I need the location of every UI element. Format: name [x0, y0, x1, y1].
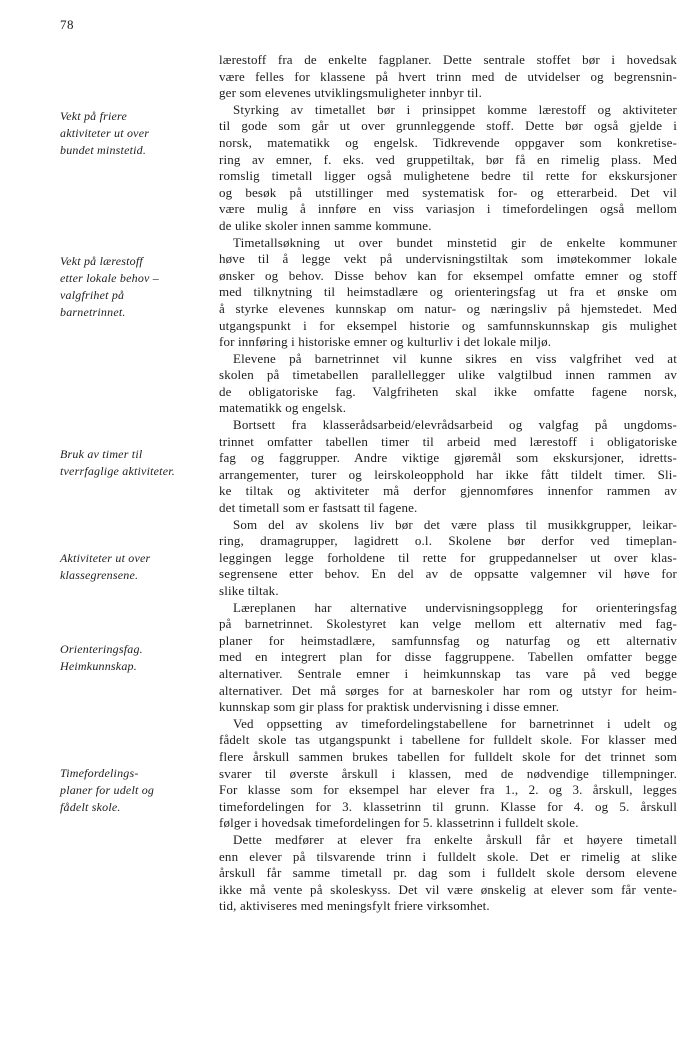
text-line: ring, dramagrupper, lagidrett o.l. Skolene bør derfor ved timeplan-	[219, 533, 677, 549]
paragraph	[219, 351, 677, 417]
text-line: til gode som går ut over grunnleggende stoff. Dette bør også gjelde i	[219, 118, 677, 134]
text-line: for innføring i historiske emner og kulturliv i det lokale miljø.	[219, 334, 552, 350]
text-line: tid, aktiviseres med meningsfylt friere virksomhet.	[219, 898, 490, 914]
margin-note-line: bundet minstetid.	[60, 143, 147, 157]
text-line: Bortsett fra klasserådsarbeid/elevrådsarbeid og valgfag på ungdoms-	[233, 417, 677, 433]
text-line: de obligatoriske fag. Valgfriheten skal ikke omfatte fagene norsk,	[219, 383, 677, 399]
text-line: planer for heimstadlære, samfunnsfag og naturfag og ett alternativ	[219, 632, 677, 648]
margin-note-line: tverrfaglige aktiviteter.	[60, 464, 175, 478]
text-line: alternativer. Det må sørges for at barneskoler har rom og utstyr for heim-	[219, 682, 677, 698]
paragraph	[219, 52, 677, 102]
text-line: ger som elevenes utviklingsmuligheter innbyr til.	[219, 85, 482, 101]
paragraph	[219, 235, 677, 351]
margin-note-line: fådelt skole.	[60, 800, 121, 814]
margin-note-vekt-laerestoff	[60, 253, 210, 321]
text-line: flere årskull sammen brukes tabellen for fulldelt skole for det trinnet som	[219, 748, 677, 764]
margin-note-line: Timefordelings-	[60, 766, 139, 780]
margin-note-line: planer for udelt og	[60, 783, 155, 797]
text-line: svarer til øverste årskull i klassen, med de nødvendige tillempninger.	[219, 765, 677, 781]
text-line: og besøk på utstillinger med systematisk for- og etterarbeid. Det vil	[219, 184, 677, 200]
text-line: med tilknytning til heimstadlære og orienteringsfag ut fra et ønske om	[219, 284, 677, 300]
margin-note-line: Vekt på lærestoff	[60, 254, 143, 268]
text-line: høve til å legge vekt på undervisningstiltak som imøtekommer lokale	[219, 251, 677, 267]
margin-note-vekt-friere	[60, 108, 210, 159]
text-line: timefordelingen for 3. klassetrinn til grunn. Klasse for 4. og 5. årskull	[219, 798, 677, 814]
body-text	[219, 52, 677, 915]
text-line: følger i hovedsak timefordelingen for 5. klassetrinn i fulldelt skole.	[219, 815, 579, 831]
text-line: fådelt skole tas utgangspunkt i tabellene for fulldelt skole. For klasser med	[219, 732, 677, 748]
margin-note-line: Heimkunnskap.	[60, 659, 137, 673]
text-line: være mulig å innføre en viss variasjon i timefordelingen også mellom	[219, 201, 677, 217]
text-line: leggingen legge forholdene til rette for gruppedannelser ut over klas-	[219, 549, 677, 565]
text-line: være felles for klassene på hvert trinn med de utvidelser og begrensnin-	[219, 68, 677, 84]
text-line: fag og faggrupper. Andre viktige gjøremål som ekskursjoner, idretts-	[219, 450, 677, 466]
margin-note-line: valgfrihet på	[60, 288, 125, 302]
margin-note-timefordelingsplaner	[60, 765, 210, 816]
margin-note-line: etter lokale behov –	[60, 271, 159, 285]
text-line: ønsker og behov. Disse behov kan for eksempel omfatte emner og stoff	[219, 267, 677, 283]
text-line: Læreplanen har alternative undervisningsopplegg for orienteringsfag	[233, 599, 677, 615]
text-line: Elevene på barnetrinnet vil kunne sikres en viss valgfrihet ved at	[233, 350, 677, 366]
text-line: Dette medfører at elever fra enkelte årskull får et høyere timetall	[233, 831, 677, 847]
text-line: ke tiltak og aktiviteter må derfor gjennomføres innenfor rammen av	[219, 483, 677, 499]
text-line: matematikk og engelsk.	[219, 400, 347, 416]
paragraph	[219, 417, 677, 517]
margin-note-aktiviteter-klassegrenser	[60, 550, 210, 584]
text-line: ikke må vente på skoleskyss. Det vil være ønskelig at elever som får vente-	[219, 881, 677, 897]
text-line: Ved oppsetting av timefordelingstabellene for barnetrinnet i udelt og	[233, 715, 677, 731]
margin-note-line: klassegrensene.	[60, 568, 139, 582]
page-number: 78	[60, 17, 74, 32]
text-line: segrensene etter behov. En del av de oppsatte valgemner vil høve for	[219, 566, 677, 582]
paragraph	[219, 716, 677, 832]
text-line: For klasse som for eksempel har elever fra 1., 2. og 3. årskull, legges	[219, 782, 677, 798]
paragraph	[219, 517, 677, 600]
text-line: å styrke elevenes kunnskap om natur- og næringsliv på hjemstedet. Med	[219, 300, 677, 316]
text-line: enn elever på tilsvarende trinn i fulldelt skole. Det er rimelig at slike	[219, 848, 677, 864]
margin-note-line: Vekt på friere	[60, 109, 128, 123]
text-line: norsk, matematikk og engelsk. Tidkrevende oppgaver som konkretise-	[219, 134, 677, 150]
text-line: årskull får samme timetall pr. dag som i fulldelt skole dersom elevene	[219, 865, 677, 881]
margin-note-line: aktiviteter ut over	[60, 126, 150, 140]
text-line: trinnet omfatter tabellen timer til arbeid med lærestoff i obligatoriske	[219, 433, 677, 449]
text-line: Timetallsøkning ut over bundet minstetid gir de enkelte kommuner	[233, 234, 677, 250]
margin-note-line: barnetrinnet.	[60, 305, 126, 319]
margin-note-orienteringsfag	[60, 641, 210, 675]
text-line: med en integrert plan for disse faggruppene. Tabellen omfatter begge	[219, 649, 677, 665]
margin-note-line: Aktiviteter ut over	[60, 551, 151, 565]
paragraph	[219, 600, 677, 716]
text-line: på barnetrinnet. Skolestyret kan velge mellom ett alternativ med fag-	[219, 616, 677, 632]
text-line: det timetall som er fastsatt til fagene.	[219, 500, 418, 516]
paragraph	[219, 832, 677, 915]
text-line: alternativer. Sentrale emner i heimkunnskap tas vare på ved begge	[219, 665, 677, 681]
text-line: Styrking av timetallet bør i prinsippet komme lærestoff og aktiviteter	[233, 101, 677, 117]
text-line: skolen på timetabellen parallellegger ulike valgtilbud innen rammen av	[219, 367, 677, 383]
text-line: lærestoff fra de enkelte fagplaner. Dette sentrale stoffet bør i hovedsak	[219, 52, 677, 67]
text-line: utgangspunkt i for eksempel historie og samfunnskunnskap gis mulighet	[219, 317, 677, 333]
text-line: slike tiltak.	[219, 583, 279, 598]
margin-note-line: Bruk av timer til	[60, 447, 143, 461]
text-line: ring av emner, f. eks. ved gruppetiltak, bør få en rimelig plass. Med	[219, 151, 677, 167]
text-line: kunnskap som gir plass for praktisk undervisning i disse emner.	[219, 699, 560, 715]
text-line: de ulike skoler innen samme kommune.	[219, 217, 432, 233]
margin-note-line: Orienteringsfag.	[60, 642, 143, 656]
text-line: Som del av skolens liv bør det være plass til musikkgrupper, leikar-	[233, 516, 677, 532]
paragraph	[219, 102, 677, 235]
margin-note-timer-tverrfaglige	[60, 446, 210, 480]
text-line: arrangementer, turer og leirskoleopphold har ikke fått tildelt timer. Sli-	[219, 466, 677, 482]
text-line: romslig timetall ligger også mulighetene bedre til rette for ekskursjoner	[219, 168, 677, 184]
